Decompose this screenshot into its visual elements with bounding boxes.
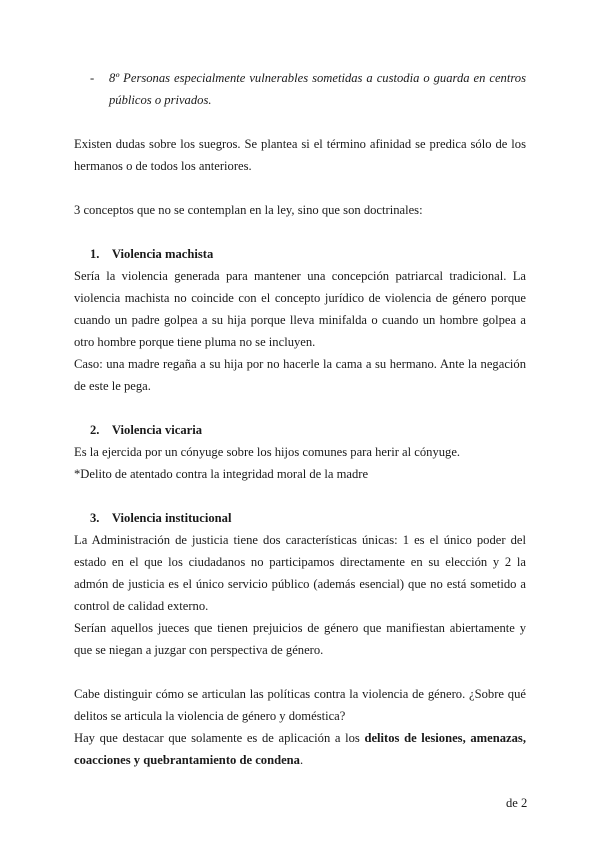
paragraph: Es la ejercida por un cónyuge sobre los hijos comunes para herir al cónyuge. [74,445,461,459]
document-body [74,67,526,771]
bullet-text: 8º Personas especialmente vulnerables sometidas a custodia o guarda en centros públicos o privados. [109,71,526,107]
section-title: Violencia institucional [111,511,232,525]
section-number: 2. [90,423,100,437]
paragraph-destacar [74,727,526,771]
section-title: Violencia vicaria [111,423,203,437]
bold-text: delitos de lesiones, amenazas, coacciones y quebrantamiento de condena [74,731,526,767]
paragraph: Caso: una madre regaña a su hija por no hacerle la cama a su hermano. Ante la negación de este le pega. [74,357,526,393]
text-prefix: Hay que destacar que solamente es de aplicación a los [74,731,365,745]
paragraph: *Delito de atentado contra la integridad moral de la madre [74,467,369,481]
paragraph: Sería la violencia generada para mantener una concepción patriarcal tradicional. La violencia machista no coincide con el concepto jurídico de violencia de género porque cuando un padre golpea a su hija porque lleva minifalda o cuando un hombre golpea a otro hombre porque tiene pluma no se incluyen. [74,269,526,349]
paragraph-politicas: Cabe distinguir cómo se articulan las políticas contra la violencia de género. ¿Sobre qué delitos se articula la violencia de género y doméstica? [74,687,526,723]
bullet-dash: - [90,71,95,85]
section-number: 1. [90,247,100,261]
paragraph: Serían aquellos jueces que tienen prejuicios de género que manifiestan abiertamente y que se niegan a juzgar con perspectiva de género. [74,621,526,657]
paragraph-suegros: Existen dudas sobre los suegros. Se plantea si el término afinidad se predica sólo de los hermanos o de todos los anteriores. [74,137,526,173]
section-heading-vicaria [74,419,526,441]
section-title: Violencia machista [111,247,214,261]
paragraph-conceptos: 3 conceptos que no se contemplan en la ley, sino que son doctrinales: [74,203,423,217]
list-item [74,67,526,111]
page-footer: de 2 [506,796,528,810]
section-heading-institucional [74,507,526,529]
text-suffix: . [299,753,304,767]
section-number: 3. [90,511,100,525]
paragraph: La Administración de justicia tiene dos características únicas: 1 es el único poder del estado en el que los ciudadanos no participamos directamente en su elección y 2 la admón de justicia es el único servicio público (además esencial) que no está sometido a control de calidad externo. [74,533,526,613]
section-heading-machista [74,243,526,265]
